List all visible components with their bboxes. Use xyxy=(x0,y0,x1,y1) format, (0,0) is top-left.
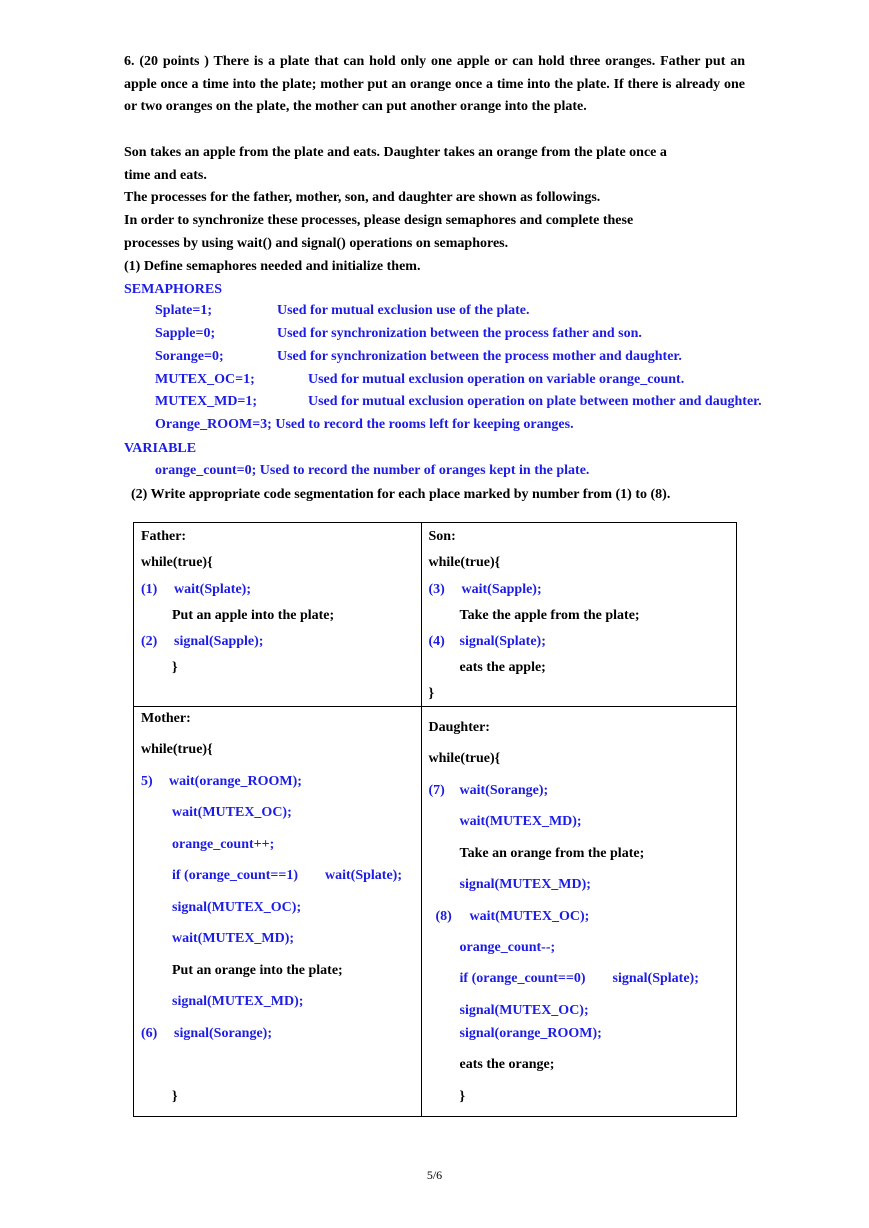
son-daughter-line2: time and eats. xyxy=(124,168,207,183)
father-put-apple: Put an apple into the plate; xyxy=(172,608,335,623)
daughter-line: orange_count--; xyxy=(459,940,556,955)
semaphore-desc: Used for mutual exclusion operation on plate between mother and daughter. xyxy=(308,394,762,409)
mother-line: orange_count++; xyxy=(172,837,275,852)
processes-line: The processes for the father, mother, son, and daughter are shown as followings. xyxy=(124,190,601,205)
semaphore-desc: Used for mutual exclusion operation on variable orange_count. xyxy=(308,372,685,387)
blank-number-6: (6) xyxy=(141,1026,158,1041)
answer-6: signal(Sorange); xyxy=(174,1026,272,1041)
father-while: while(true){ xyxy=(141,555,213,570)
daughter-close-brace: } xyxy=(459,1089,466,1104)
blank-number-1: (1) xyxy=(141,582,158,597)
blank-number-2: (2) xyxy=(141,634,158,649)
father-cell xyxy=(134,523,422,707)
mother-line: wait(MUTEX_OC); xyxy=(172,805,292,820)
daughter-line: if (orange_count==0) xyxy=(459,971,586,986)
variable-definition: orange_count=0; Used to record the number of oranges kept in the plate. xyxy=(155,463,590,478)
mother-line: wait(Splate); xyxy=(325,868,402,883)
blank-number-8: (8) xyxy=(435,909,452,924)
daughter-while: while(true){ xyxy=(428,751,501,766)
semaphore-name: Splate=1; xyxy=(155,303,212,318)
semaphore-name: MUTEX_OC=1; xyxy=(155,372,255,387)
mother-line: signal(MUTEX_OC); xyxy=(172,900,302,915)
variable-heading: VARIABLE xyxy=(124,441,197,456)
semaphore-name: Sorange=0; xyxy=(155,349,224,364)
orange-room-semaphore: Orange_ROOM=3; Used to record the rooms left for keeping oranges. xyxy=(155,417,574,432)
part2-heading: (2) Write appropriate code segmentation for each place marked by number from (1) to (8). xyxy=(131,487,671,502)
answer-2: signal(Sapple); xyxy=(174,634,264,649)
semaphores-heading: SEMAPHORES xyxy=(124,282,223,297)
answer-7: wait(Sorange); xyxy=(459,783,549,798)
mother-close-brace: } xyxy=(172,1089,178,1104)
son-eats-apple: eats the apple; xyxy=(459,660,546,675)
mother-cell xyxy=(134,707,422,1117)
answer-5: wait(orange_ROOM); xyxy=(169,774,302,789)
blank-number-3: (3) xyxy=(428,582,445,597)
blank-number-7: (7) xyxy=(428,783,445,798)
question-intro: 6. (20 points ) There is a plate that can hold only one apple or can hold three oranges. Father put an apple once a time into the plate; mother put an orange once a time into the plate. If there is already one or two oranges on the plate, the mother can put another orange into the plate. xyxy=(124,54,745,115)
answer-3: wait(Sapple); xyxy=(461,582,542,597)
son-cell xyxy=(421,523,736,707)
blank-number-5: 5) xyxy=(141,774,153,789)
part1-heading: (1) Define semaphores needed and initialize them. xyxy=(124,259,421,274)
daughter-cell xyxy=(421,707,736,1117)
page-number: 5/6 xyxy=(426,1168,443,1182)
answer-8: wait(MUTEX_OC); xyxy=(469,909,590,924)
mother-while: while(true){ xyxy=(141,742,213,757)
mother-line: wait(MUTEX_MD); xyxy=(172,931,295,946)
son-while: while(true){ xyxy=(428,555,501,570)
daughter-line: signal(orange_ROOM); xyxy=(459,1026,602,1041)
sync-line1: In order to synchronize these processes, please design semaphores and complete these xyxy=(124,213,634,228)
daughter-line: signal(Splate); xyxy=(612,971,699,986)
father-close-brace: } xyxy=(172,660,178,675)
mother-title: Mother: xyxy=(141,711,191,726)
daughter-eats-orange: eats the orange; xyxy=(459,1057,555,1072)
son-take-apple: Take the apple from the plate; xyxy=(459,608,640,623)
answer-4: signal(Splate); xyxy=(459,634,546,649)
mother-line: if (orange_count==1) xyxy=(172,868,298,883)
daughter-take-orange: Take an orange from the plate; xyxy=(459,846,645,861)
daughter-title: Daughter: xyxy=(428,720,490,735)
daughter-line: signal(MUTEX_OC); xyxy=(459,1003,589,1018)
son-close-brace: } xyxy=(428,686,435,701)
semaphore-name: Sapple=0; xyxy=(155,326,216,341)
semaphore-name: MUTEX_MD=1; xyxy=(155,394,258,409)
son-title: Son: xyxy=(428,529,456,544)
semaphore-desc: Used for synchronization between the process mother and daughter. xyxy=(277,349,682,364)
father-title: Father: xyxy=(141,529,187,544)
semaphore-desc: Used for synchronization between the process father and son. xyxy=(277,326,642,341)
answer-1: wait(Splate); xyxy=(174,582,251,597)
semaphore-desc: Used for mutual exclusion use of the plate. xyxy=(277,303,530,318)
sync-line2: processes by using wait() and signal() operations on semaphores. xyxy=(124,236,509,251)
blank-number-4: (4) xyxy=(428,634,445,649)
mother-line: signal(MUTEX_MD); xyxy=(172,994,304,1009)
daughter-line: signal(MUTEX_MD); xyxy=(459,877,591,892)
son-daughter-line1: Son takes an apple from the plate and eats. Daughter takes an orange from the plate once a xyxy=(124,145,667,160)
code-table xyxy=(133,522,737,1117)
mother-put-orange: Put an orange into the plate; xyxy=(172,963,343,978)
daughter-line: wait(MUTEX_MD); xyxy=(459,814,582,829)
